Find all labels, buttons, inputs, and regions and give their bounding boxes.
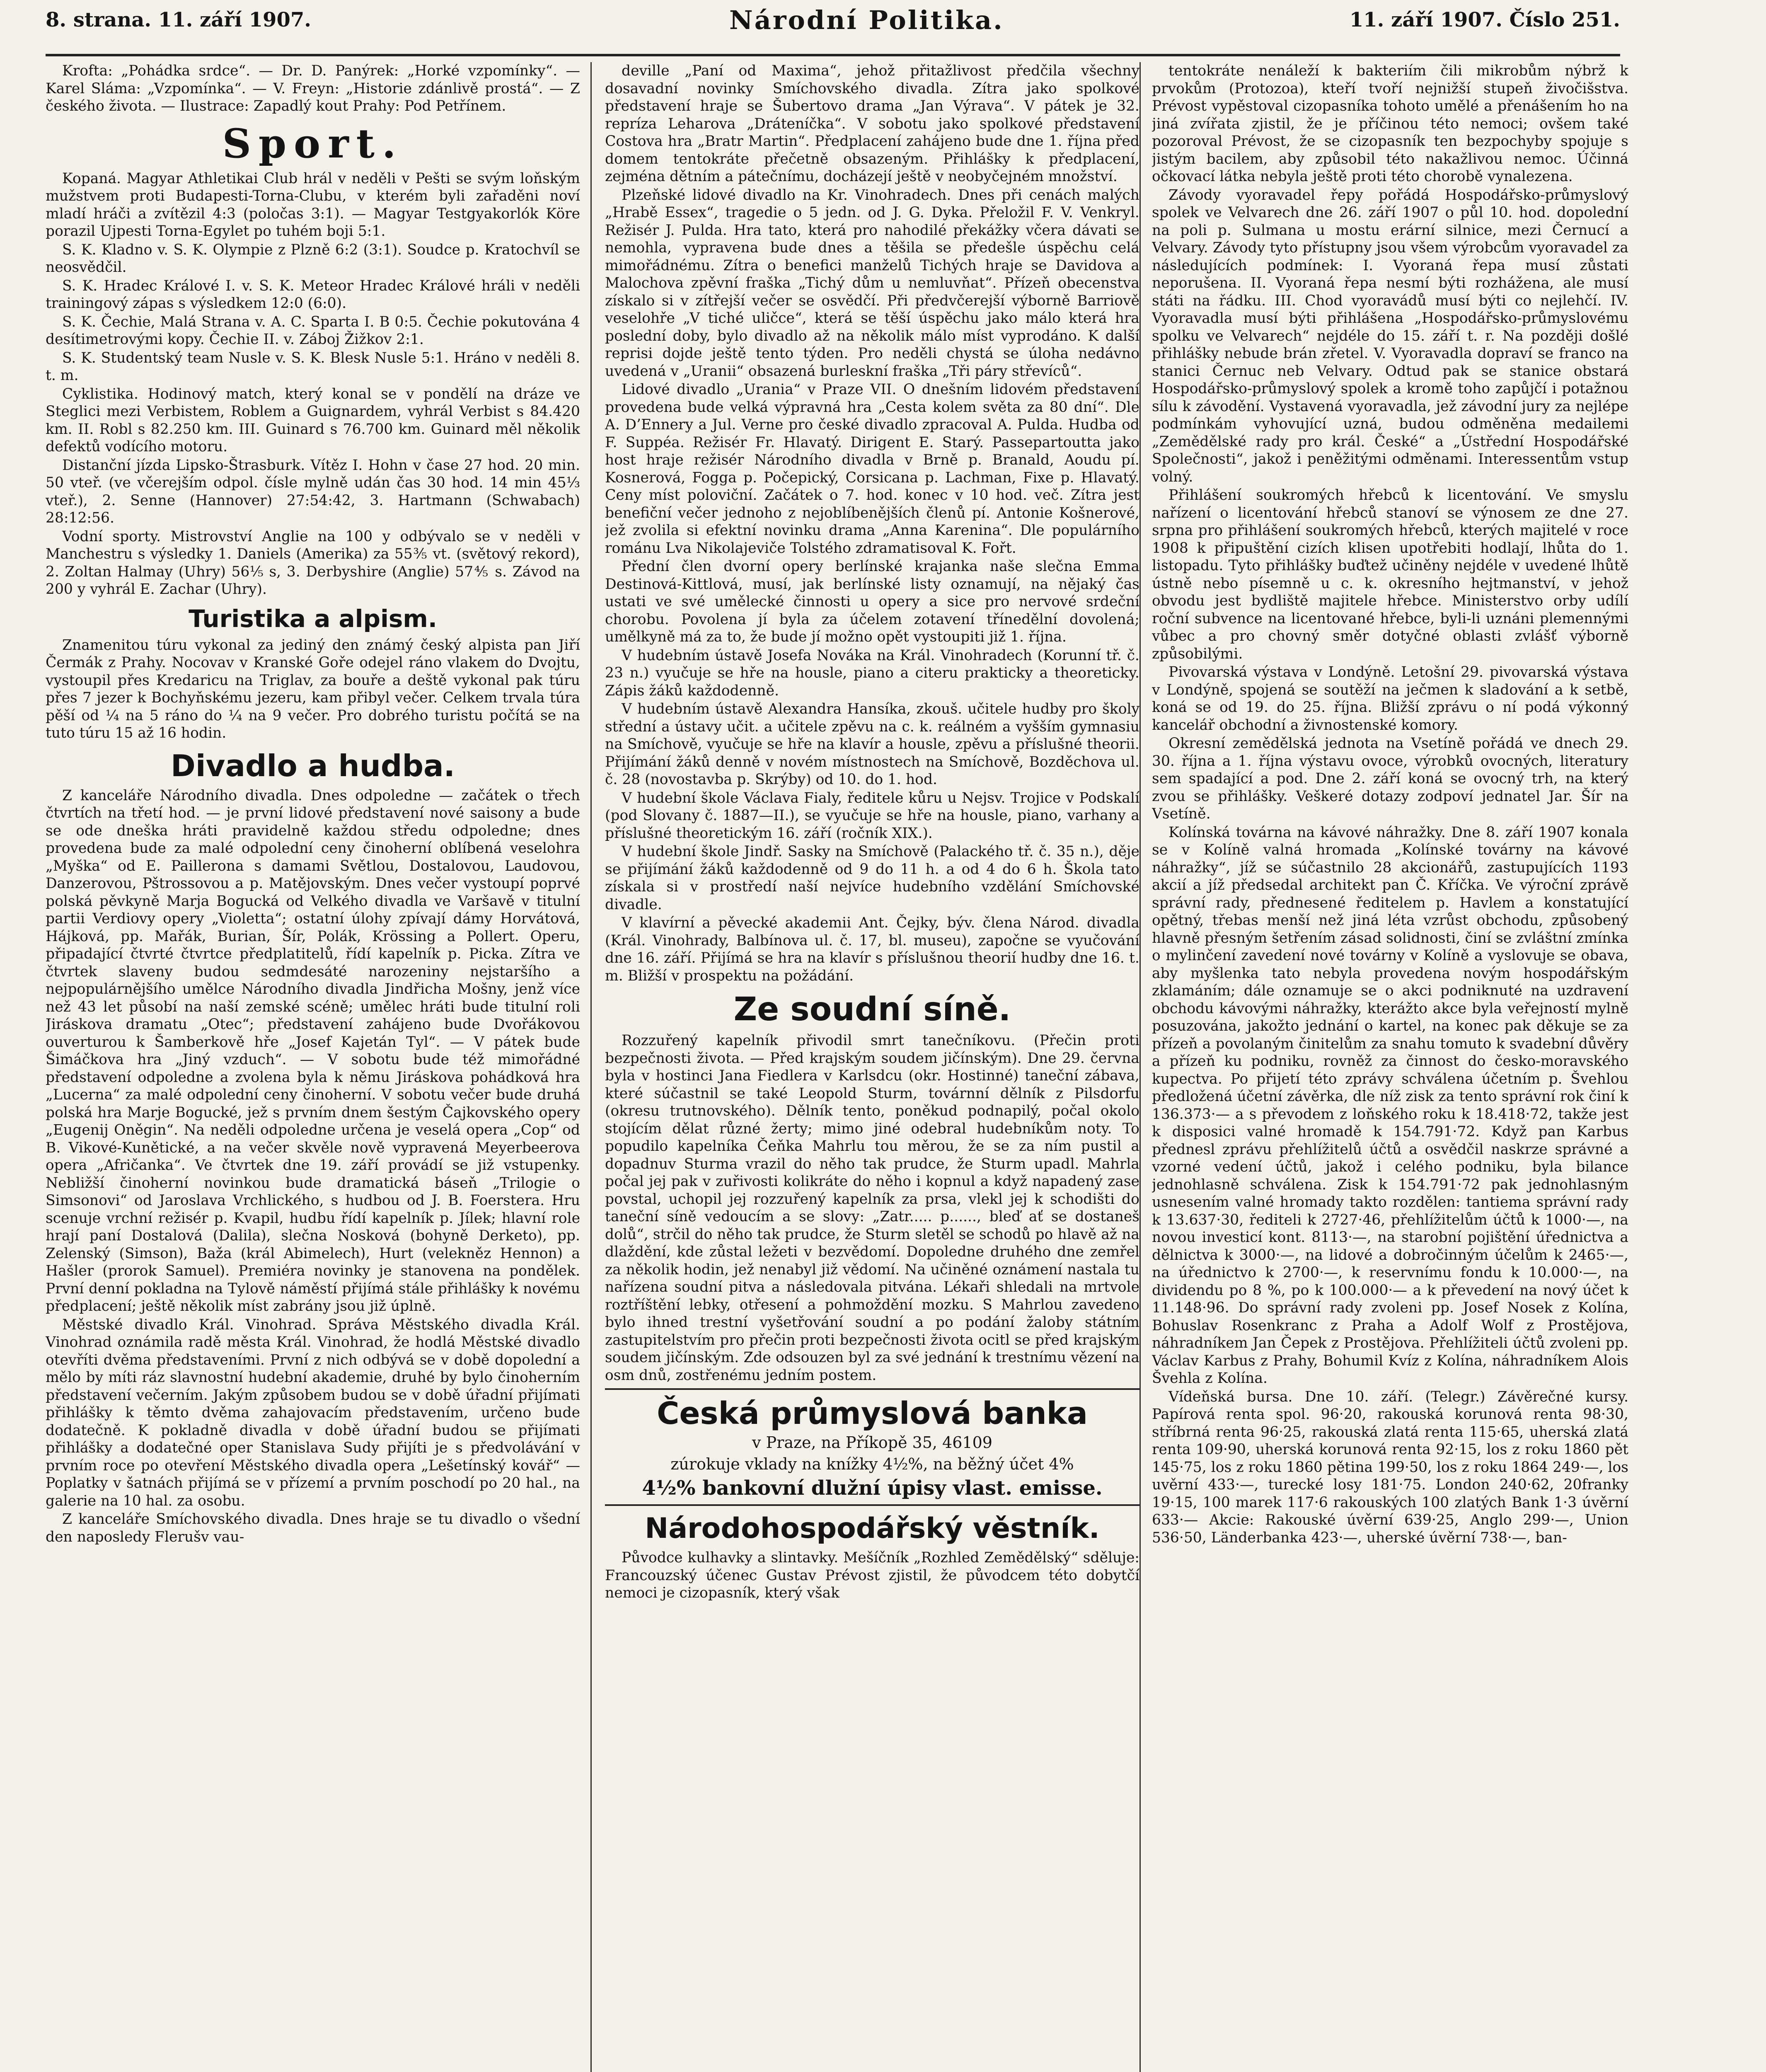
- article-paragraph: Pivovarská výstava v Londýně. Letošní 29. pivovarská výstava v Londýně, spojená se soutěží na ječmen k sladování a k setbě, koná se od 19. do 25. října. Bližší zprávu o ní podá výkonný kancelář obchodní a živnostenské komory.: [1152, 664, 1628, 733]
- article-paragraph: Cyklistika. Hodinový match, který konal se v pondělí na dráze ve Steglici mezi Verbistem, Roblem a Guignardem, vyhrál Verbist s 84.420 km. II. Robl s 82.250 km. III. Guinard s 76.700 km. Guinard měl několik defektů vodícího motoru.: [46, 385, 580, 455]
- article-paragraph: Přední člen dvorní opery berlínské krajanka naše slečna Emma Destinová-Kittlová, musí, jak berlínské listy oznamují, na nějaký čas ustati ve své umělecké činnosti u opery a sice pro nervové srdeční chorobu. Povolena jí byla za účelem zotavení třínedělní dovolená; umělkyně má za to, že bude jí možno opět vystoupiti již 1. října.: [605, 558, 1139, 645]
- article-paragraph: V hudebním ústavě Alexandra Hansíka, zkouš. učitele hudby pro školy střední a ústavy učit. a učitele zpěvu na c. k. reálném a vyšším gymnasiu na Smíchově, vyučuje se hře na klavír a housle, zpěvu a příslušné theorii. Přijímání žáků denně v novém místnostech na Smíchově, Bozděchova ul. č. 28 (novostavba p. Skrýby) od 10. do 1. hod.: [605, 701, 1139, 788]
- bank-advert-rates: zúrokuje vklady na knížky 4½%, na běžný účet 4%: [670, 1455, 1074, 1473]
- article-paragraph: Plzeňské lidové divadlo na Kr. Vinohradech. Dnes při cenách malých „Hrabě Essex“, tragedie o 5 jedn. od J. G. Dyka. Přeložil F. V. Venkryl. Režisér J. Pulda. Hra tato, která pro nahodilé překážky včera dávati se nemohla, vypravena bude dnes a těšila se předešle úspěchu celá mimořádnému. Zítra o benefici manželů Tichých hraje se Davidova a Malochova zpěvní fraška „Tichý dům u nemluvňat“. Přízeň obecenstva získalo si v zítřejší večer se osvědčí. Při předvčerejší výborně Barriově veselohře „V tiché uličce“, která se těší úspěchu jako málo která hra poslední doby, bylo divadlo až na několik málo míst vyprodáno. K další reprisi dojde ještě tento týden. Pro neděli chystá se úloha nedávno uvedená v „Uranii“ obsazená burleskní fraška „Tři páry střevíců“.: [605, 186, 1139, 380]
- bank-advert-emission: 4½% bankovní dlužní úpisy vlast. emisse.: [642, 1477, 1103, 1500]
- article-paragraph: Z kanceláře Smíchovského divadla. Dnes hraje se tu divadlo o všední den naposledy Flerušv vau-: [46, 1511, 580, 1545]
- article-paragraph: Okresní zemědělská jednota na Vsetíně pořádá ve dnech 29. 30. října a 1. října výstavu ovoce, výrobků ovocných, literatury sem spadající a pod. Dne 2. září koná se ovocný trh, na který zvou se přihlášky. Veškeré dotazy zodpoví jednatel Jar. Šír na Vsetíně.: [1152, 735, 1628, 822]
- article-paragraph: Kolínská továrna na kávové náhražky. Dne 8. září 1907 konala se v Kolíně valná hromada „Kolínské továrny na kávové náhražky“, jíž se súčastnilo 28 akcionářů, zastupujících 1193 akcií a jíž předsedal architekt pan Č. Kříčka. Ve výroční zprávě správní rady, přednesené ředitelem p. Havlem a konstatující opětný, třebas menší než jiná léta vzrůst obchodu, způsobený hlavně přesným šetřením zásad solidnosti, činí se zvláštní zmínka o mylinčení zavedení nové továrny v Kolíně a vyslovuje se obava, aby myšlenka tato nebyla provedena novým hospodářským zklamáním; dále oznamuje se o akci podniknuté na uzdravení obchodu kávovými náhražky, kterážto akce byla veřejností mylně posuzována, jakožto jednání o kartel, na konec pak děkuje se za přízeň a povolaným činitelům za snahu tomuto k svadební důvěry a přízeň ku podniku, rovněž za činnost do česko-moravského kupectva. Po přijetí této zprávy schválena účetním p. Švehlou předložená účetní závěrka, dle níž zisk za tento správní rok činí k 136.373·— a s převodem z loňského roku k 18.418·72, takže jest k disposici valné hromadě k 154.791·72. Když pan Karbus přednesl zprávu přehlížitelů účtů a osvědčil naskrze správné a vzorné vedení účtů, jakož i celého podniku, byla bilance jednohlasně schválena. Zisk k 154.791·72 pak jednohlasným usnesením valné hromady takto rozdělen: tantiema správní rady k 13.637·30, řediteli k 2727·46, přehlížitelům účtů k 1000·—, na novou investicí kont. 8113·—, na starobní pojištění úřednictva a dělnictva k 3000·—, na lidové a dobročinným účelům k 2465·—, na úřednictvo k 2700·—, k reservnímu fondu k 10.000·—, na dividendu po 8 %, po k 100.000·— a k převedení na nový účet k 11.148·96. Do správní rady zvoleni pp. Josef Nosek z Kolína, Bohuslav Rosenkranc z Praha a Adolf Wolf z Prostějova, náhradníkem Jan Čepek z Prostějova. Přehlížiteli účtů zvoleni pp. Václav Karbus z Prahy, Bohumil Kvíz z Kolína, náhradníkem Alois Švehla z Kolína.: [1152, 824, 1628, 1387]
- column-2: [605, 62, 1139, 2072]
- section-heading-divadlo: Divadlo a hudba.: [171, 748, 455, 783]
- article-paragraph: Vídeňská bursa. Dne 10. září. (Telegr.) Závěrečné kursy. Papírová renta spol. 96·20, rakouská korunová renta 98·30, stříbrná renta 96·25, rakouská zlatá renta 115·65, uherská zlatá renta 109·90, uherská korunová renta 92·15, los z roku 1860 pět 145·75, los z roku 1860 pětina 199·50, los z roku 1864 249·—, los uvěrní 433·—, turecké losy 181·75. London 240·62, 20franky 19·15, 100 marek 117·6 rakouských 100 zlatých Bank 1·3 úvěrní 633·— Akcie: Rakouské úvěrní 639·25, Anglo 299·—, Union 536·50, Länderbanka 423·—, uherské úvěrní 738·—, ban-: [1152, 1388, 1628, 1546]
- header-issue-number: 11. září 1907. Číslo 251.: [1349, 8, 1620, 31]
- article-paragraph: V klavírní a pěvecké akademii Ant. Čejky, býv. člena Národ. divadla (Král. Vinohrady, Balbínova ul. č. 17, bl. museu), započne se vyučování dne 16. září. Přijímá se hra na klavír s příslušnou theorií hudby dne 16. t. m. Bližší v prospektu na požádání.: [605, 915, 1139, 984]
- article-paragraph: S. K. Studentský team Nusle v. S. K. Blesk Nusle 5:1. Hráno v neděli 8. t. m.: [46, 349, 580, 384]
- article-paragraph: Vodní sporty. Mistrovství Anglie na 100 y odbývalo se v neděli v Manchestru s výsledky 1. Daniels (Amerika) za 55⅗ vt. (světový rekord), 2. Zoltan Halmay (Uhry) 56⅕ s, 3. Derbyshire (Anglie) 57⅘ s. Závod na 200 y vyhrál E. Zachar (Uhry).: [46, 528, 580, 598]
- article-paragraph: Kopaná. Magyar Athletikai Club hrál v neděli v Pešti se svým loňským mužstvem proti Budapesti-Torna-Clubu, v kterém byli zařaděni noví mladí hráči a zvítězil 4:3 (poločas 3:1). — Magyar Testgyakorlók Köre porazil Ujpesti Torna-Egylet po tuhém boji 5:1.: [46, 170, 580, 240]
- divider: [605, 1504, 1139, 1506]
- column-3: [1152, 62, 1628, 2072]
- column-divider: [590, 62, 592, 2072]
- section-heading-soudni-sin: Ze soudní síně.: [733, 991, 1011, 1028]
- page-header: [46, 0, 1620, 56]
- section-heading-narodohospodarsky: Národohospodářský věstník.: [645, 1512, 1100, 1545]
- column-1: [46, 62, 580, 2072]
- article-paragraph: S. K. Čechie, Malá Strana v. A. C. Sparta I. B 0:5. Čechie pokutována 4 desítimetrovými kopy. Čechie II. v. Záboj Žižkov 2:1.: [46, 313, 580, 348]
- article-paragraph: Rozzuřený kapelník přivodil smrt tanečníkovu. (Přečin proti bezpečnosti života. — Před krajským soudem jičínským). Dne 29. června byla v hostinci Jana Fiedlera v Karlsdcu (okr. Hostinné) taneční zábava, které súčastnil se také Leopold Sturm, továrnní dělník z Pilsdorfu (okresu trutnovského). Dělník tento, poněkud podnapilý, počal okolo stojícím dělat různé žerty; mimo jiné odebral hudebníkům noty. To popudilo kapelníka Čeňka Mahrlu tou měrou, že se za ním pustil a dopadnuv Sturma vrazil do něho tak prudce, že Sturm upadl. Mahrla počal jej pak v zuřivosti kolikráte do něho i kopnul a když napadený zase povstal, uchopil jej rozzuřený kapelník za prsa, vlekl jej k schodišti do taneční síně vedoucím a se slovy: „Zatr..... p......, bleď ať se dostaneš dolů“, strčil do něho tak prudce, že Sturm sletěl se schodů po hlavě až na dlaždění, kde zůstal ležeti v bezvědomí. Dopoledne druhého dne zemřel za několik hodin, jež nenabyl již vědomí. Na učiněné oznámení nastala tu nařízena soudní pitva a následovala pitvána. Lékaři shledali na mrtvole roztříštění lebky, otřesení a pohmoždění mozku. S Mahrlou zavedeno bylo ihned trestní vyšetřování soudní a po podání žaloby státním zastupitelstvím pro přečin proti bezpečnosti života ocitl se před krajským soudem jičínským. Zde odsouzen byl za své jednání k trestnímu vězení na osm dnů, zostřenému jedním postem.: [605, 1032, 1139, 1384]
- article-paragraph: Lidové divadlo „Urania“ v Praze VII. O dnešním lidovém představení provedena bude velká výpravná hra „Cesta kolem světa za 80 dní“. Dle A. D’Ennery a Jul. Verne pro české divadlo zpracoval A. Pulda. Hudba od F. Suppéa. Režisér Fr. Hlavatý. Dirigent E. Starý. Passepartoutta jako host hraje režisér Národního divadla v Brně p. Branald, Aoudu pí. Kosnerová, Fogga p. Počepický, Corsicana p. Lachman, Fixe p. Hlavatý. Ceny míst poloviční. Začátek o 7. hod. konec v 10 hod. več. Zítra jest benefiční večer jednoho z nejoblíbenějších členů pí. Antonie Košnerové, jež zvolila si efektní novinku drama „Anna Karenina“. Dle populárního románu Lva Nikolajeviče Tolstého zdramatisoval K. Fořt.: [605, 381, 1139, 557]
- article-paragraph: Přihlášení soukromých hřebců k licentování. Ve smyslu nařízení o licentování hřebců stanoví se výnosem ze dne 27. srpna pro přihlášení soukromých hřebců, kterých majitelé v roce 1908 k připuštění cizích klisen upotřebiti hodlají, lhůta do 1. listopadu. Tyto přihlášky buďtež učiněny nejdéle v uvedené lhůtě ústně nebo písemně u c. k. okresního hejtmanství, v jehož obvodu jest bydliště majitele hřebce. Ministerstvo orby udílí roční subvence na licentované hřebce, byli-li uznáni plemennými vůbec a pro chovný směr dotyčné oblasti zvlášť výborně způsobilými.: [1152, 487, 1628, 662]
- article-paragraph: Znamenitou túru vykonal za jediný den známý český alpista pan Jiří Čermák z Prahy. Nocovav v Kranské Goře odejel ráno vlakem do Dvojtu, vystoupil přes Kredaricu na Triglav, za bouře a deště vykonal pak túru přes 7 jezer k Bochyňskému jezeru, kam přibyl večer. Celkem trvala túra pěší od ¼ na 5 ráno do ¼ na 9 večer. Pro dobrého turistu počítá se na tuto túru 15 až 16 hodin.: [46, 637, 580, 741]
- article-paragraph: Krofta: „Pohádka srdce“. — Dr. D. Panýrek: „Horké vzpomínky“. — Karel Sláma: „Vzpomínka“. — V. Freyn: „Historie zdánlivě prostá“. — Z českého života. — Ilustrace: Zapadlý kout Prahy: Pod Petřínem.: [46, 63, 580, 114]
- article-paragraph: Z kanceláře Národního divadla. Dnes odpoledne — začátek o třech čtvrtích na třetí hod. — je první lidové představení nové saisony a bude se ode dneška hráti pravidelně každou středu odpoledne; dnes provedena bude za malé odpolední ceny činoherní oblíbená veselohra „Myška“ od E. Paillerona s damami Světlou, Dostalovou, Laudovou, Danzerovou, Pštrossovou a p. Matějovským. Dnes večer vystoupí poprvé polská pěvkyně Marja Bogucká od Velkého divadla ve Varšavě v titulní partii Verdiovy opery „Violetta“; ostatní úlohy zpívají dámy Horvátová, Hájková, pp. Mařák, Burian, Šír, Polák, Krössing a Pollert. Operu, připadající čtvrté čtvrtce předplatitelů, řídí kapelník p. Picka. Zítra ve čtvrtek slaveny budou sedmdesáté narozeniny nejstaršího a nejpopulárnějšího umělce Národního divadla Jindřicha Mošny, jenž více než 43 let působí na naší zemské scéně; umělec hráti bude titulní roli Jiráskova dramatu „Otec“; představení zahájeno bude Dvořákovou ouverturou k Šamberkově hře „Josef Kajetán Tyl“. — V pátek bude Šimáčkova hra „Jiný vzduch“. — V sobotu bude též mimořádné představení odpoledne a zvolena byla k němu Jiráskova pohádková hra „Lucerna“ za malé odpolední ceny činoherní. V sobotu večer bude druhá polská hra Marje Bogucké, jež s prvním dnem šestým Čajkovského opery „Eugenij Oněgin“. Na neděli odpoledne určena je veselá opera „Cop“ od B. Vikové-Kunětické, a na večer skvěle nově vypravená Meyerbeerova opera „Afričanka“. Ve čtvrtek dne 19. září provádí se již vstupenky. Nebližší činoherní novinkou bude dramatická báseň „Trilogie o Simsonovi“ od Jaroslava Vrchlického, s hudbou od J. B. Foerstera. Hru scenuje vrchní režisér p. Kvapil, hudbu řídí kapelník p. Jílek; hlavní role hrají paní Dostalová (Dalila), slečna Nosková (bohyně Derketo), pp. Zelenský (Simson), Baža (král Abimelech), Hurt (velekněz Hennon) a Hašler (prorok Samuel). Premiéra novinky je stanovena na pondělek. První denní pokladna na Tylově náměstí přijímá stále přihlášky k novému předplacení; ještě několik míst zabrány jsou již úplně.: [46, 787, 580, 1314]
- article-paragraph: V hudebním ústavě Josefa Nováka na Král. Vinohradech (Korunní tř. č. 23 n.) vyučuje se hře na housle, piano a citeru prakticky a theoreticky. Zápis žáků každodenně.: [605, 647, 1139, 699]
- article-paragraph: deville „Paní od Maxima“, jehož přitažlivost předčila všechny dosavadní novinky Smíchovského divadla. Zítra jako spolkové představení hraje se Šubertovo drama „Jan Výrava“. V pátek je 32. repríza Leharova „Dráteníčka“. V sobotu jako spolkové představení Costova hra „Bratr Martin“. Předplacení zahájeno bude dne 1. října před domem tentokráte přečetně obsazeným. Přihlášky k předplacení, zejména dětním a pátečnímu, docházejí ještě v neobyčejném množství.: [605, 63, 1139, 185]
- section-heading-turistika: Turistika a alpism.: [189, 604, 437, 633]
- divider: [605, 1388, 1139, 1390]
- article-paragraph: S. K. Hradec Králové I. v. S. K. Meteor Hradec Králové hráli v neděli trainingový zápas s výsledkem 12:0 (6:0).: [46, 277, 580, 312]
- newspaper-masthead: Národní Politika.: [729, 5, 1004, 35]
- article-paragraph: V hudební škole Václava Fialy, ředitele kůru u Nejsv. Trojice v Podskalí (pod Slovany č. 1887—II.), se vyučuje se hře na housle, piano, varhany a příslušné theoretickým 16. září (ročník XIX.).: [605, 789, 1139, 842]
- header-page-date: 8. strana. 11. září 1907.: [46, 8, 311, 31]
- article-paragraph: tentokráte nenáleží k bakteriím čili mikrobům nýbrž k prvokům (Protozoa), kteří tvoří nejnižší stupeň živočišstva. Prévost vypěstoval cizopasníka tohoto umělé a přenášením ho na jiná zvířata zjistil, že je příčinou této nemoci; ovšem také pozoroval Prévost, že se cizopasník ten bezpochyby spojuje s jistým bacilem, aby způsobil této nakažlivou nemoc. Účinná očkovací látka nebyla ještě proti této chorobě vynalezena.: [1152, 63, 1628, 185]
- column-divider: [1139, 62, 1141, 2072]
- article-paragraph: Původce kulhavky a slintavky. Mešíčník „Rozhled Zemědělský“ sděluje: Francouzský účenec Gustav Prévost zjistil, že původcem této dobytčí nemoci je cizopasník, který však: [605, 1549, 1139, 1601]
- article-paragraph: S. K. Kladno v. S. K. Olympie z Plzně 6:2 (3:1). Soudce p. Kratochvíl se neosvědčil.: [46, 241, 580, 276]
- article-paragraph: Závody vyoravadel řepy pořádá Hospodářsko-průmyslový spolek ve Velvarech dne 26. září 1907 o půl 10. hod. dopolední na poli p. Sulmana u mostu erární silnice, mezi Černucí a Velvary. Závody tyto přístupny jsou všem výrobcům vyoravadel za následujících podmínek: I. Vyoraná řepa musí zůstati neporušena. II. Vyoraná řepa nesmí býti rozhážena, ale musí státi na řádku. III. Chod vyoravádů musí býti co nejlehčí. IV. Vyoravadla musí býti přihlášena „Hospodářsko-průmyslovému spolku ve Velvarech“ nejdéle do 15. září t. r. Na později došlé přihlášky nebude brán zřetel. V. Vyoravadla dopraví se franco na stanici Černuc neb Velvary. Odtud pak se stanice obstará Hospodářsko-průmyslový spolek a kromě toho zapůjčí i potažnou sílu k závodění. Vystavená vyoravadla, jež závodní jury za nejlépe podmínkám vyhovující uzná, budou odměněna medailemi „Zemědělské rady pro král. České“ a „Ústřední Hospodářské Společnosti“, jakož i peněžitými odměnami. Interessentům vstup volný.: [1152, 186, 1628, 485]
- article-paragraph: Distanční jízda Lipsko-Štrasburk. Vítěz I. Hohn v čase 27 hod. 20 min. 50 vteř. (ve včerejším odpol. čísle mylně udán čas 30 hod. 14 min 45⅓ vteř.), 2. Senne (Hannover) 27:54:42, 3. Hartmann (Schwabach) 28:12:56.: [46, 457, 580, 526]
- article-paragraph: V hudební škole Jindř. Sasky na Smíchově (Palackého tř. č. 35 n.), děje se přijímání žáků každodenně od 9 do 11 h. a od 4 do 6 h. Škola tato získala si v prostředí naší nejvíce hudebního vzdělání Smíchovské divadle.: [605, 843, 1139, 913]
- section-heading-sport: Sport.: [222, 120, 404, 167]
- bank-advert-title: Česká průmyslová banka: [657, 1396, 1088, 1431]
- bank-advert-address: v Praze, na Příkopě 35, 46109: [752, 1433, 992, 1452]
- article-paragraph: Městské divadlo Král. Vinohrad. Správa Městského divadla Král. Vinohrad oznámila radě města Král. Vinohrad, že hodlá Městské divadlo otevříti dvěma představeními. První z nich odbývá se v době dopolední a mělo by míti ráz slavnostní hudební akademie, druhé by bylo činoherním představení večerním. Jakým způsobem budou se v době úřadní přijímati přihlášky k těmto dvěma zahajovacím představením, určeno bude dodatečně. K pokladně divadla v době úřadní budou se přijímati přihlášky a dodatečné oper Stanislava Sudy přijíti je s předvolávání v prvním roce po otevření Městského divadla opera „Lešetínský kovář“ — Poplatky v šatnách přijímá se v přízemí a prvním poschodí po 20 hal., na galerie na 10 hal. za osobu.: [46, 1316, 580, 1509]
